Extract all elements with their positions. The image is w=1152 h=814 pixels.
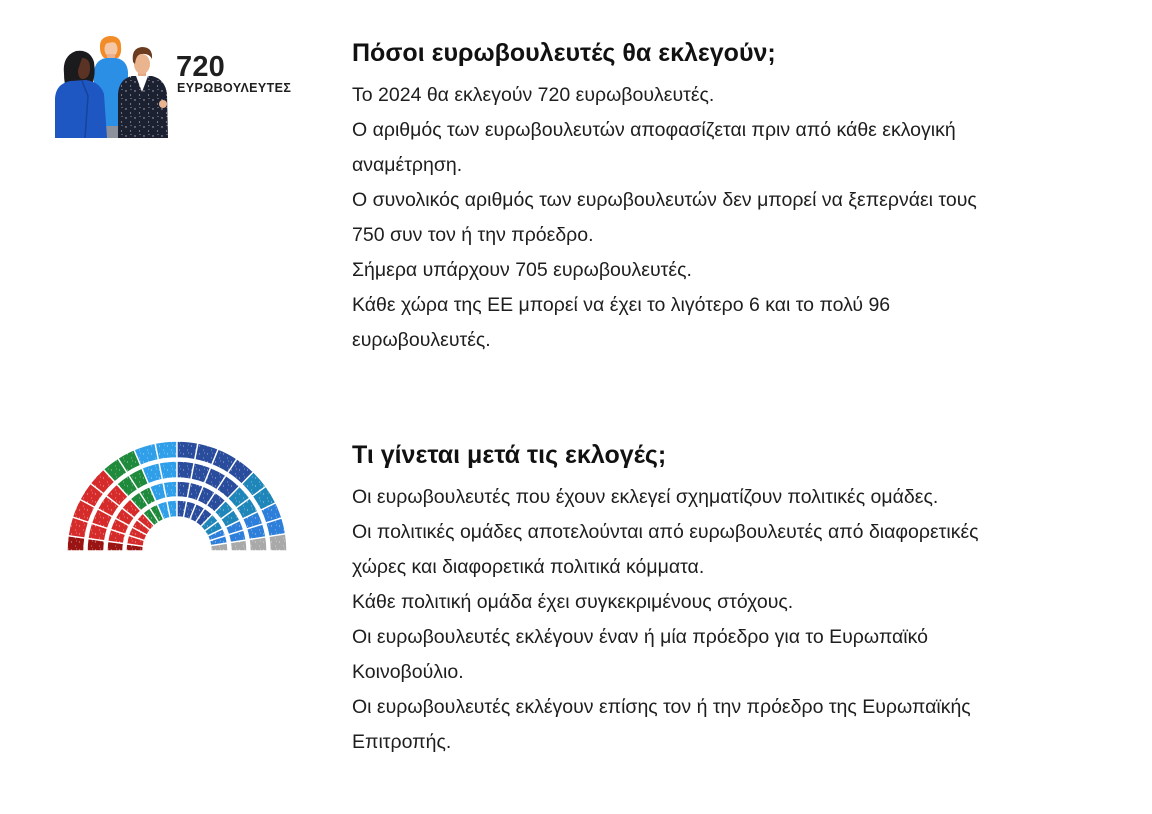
paragraph xyxy=(352,480,1112,515)
paragraph-line: Οι ευρωβουλευτές εκλέγουν έναν ή μία πρόεδρο για το Ευρωπαϊκό xyxy=(352,626,928,648)
section-text xyxy=(352,36,1112,358)
paragraph-line: Οι πολιτικές ομάδες αποτελούνται από ευρωβουλευτές από διαφορετικές xyxy=(352,521,979,543)
paragraph xyxy=(352,620,1112,690)
paragraph xyxy=(352,585,1112,620)
hand xyxy=(159,100,167,108)
paragraph-line: Ο αριθμός των ευρωβουλευτών αποφασίζεται πριν από κάθε εκλογική xyxy=(352,119,956,141)
paragraph-line: Ο συνολικός αριθμός των ευρωβουλευτών δεν μπορεί να ξεπερνάει τους xyxy=(352,189,977,211)
parliament-hemicycle-illustration xyxy=(62,436,292,556)
mep-count-caption: ΕΥΡΩΒΟΥΛΕΥΤΕΣ xyxy=(177,81,292,95)
section-text xyxy=(352,438,1112,760)
paragraph-line: Κάθε χώρα της ΕΕ μπορεί να έχει το λιγότερο 6 και το πολύ 96 xyxy=(352,294,891,316)
paragraph-line: Κοινοβούλιο. xyxy=(352,661,464,683)
paragraph xyxy=(352,253,1112,288)
paragraph-line: Σήμερα υπάρχουν 705 ευρωβουλευτές. xyxy=(352,259,692,281)
paragraph-line: Επιτροπής. xyxy=(352,731,452,753)
paragraph-line: Το 2024 θα εκλεγούν 720 ευρωβουλευτές. xyxy=(352,84,715,106)
paragraph-line: Κάθε πολιτική ομάδα έχει συγκεκριμένους στόχους. xyxy=(352,591,794,613)
paragraph-line: αναμέτρηση. xyxy=(352,154,463,176)
person-man-figure xyxy=(118,47,168,138)
paragraph-line: Οι ευρωβουλευτές εκλέγουν επίσης τον ή την πρόεδρο της Ευρωπαϊκής xyxy=(352,696,971,718)
jacket xyxy=(55,80,107,138)
mep-count-number: 720 xyxy=(176,51,225,83)
paragraph xyxy=(352,690,1112,760)
section-heading: Τι γίνεται μετά τις εκλογές; xyxy=(352,441,667,469)
paragraph-line: 750 συν τον ή την πρόεδρο. xyxy=(352,224,594,246)
paragraph-line: ευρωβουλευτές. xyxy=(352,329,491,351)
paragraph xyxy=(352,288,1112,358)
paragraph xyxy=(352,113,1112,183)
paragraph xyxy=(352,515,1112,585)
hemicycle-texture xyxy=(67,441,287,551)
paragraph xyxy=(352,183,1112,253)
section-heading: Πόσοι ευρωβουλευτές θα εκλεγούν; xyxy=(352,39,776,67)
paragraph xyxy=(352,78,1112,113)
paragraph-line: Οι ευρωβουλευτές που έχουν εκλεγεί σχηματίζουν πολιτικές ομάδες. xyxy=(352,486,939,508)
paragraph-line: χώρες και διαφορετικά πολιτικά κόμματα. xyxy=(352,556,705,578)
meps-illustration xyxy=(52,34,177,140)
